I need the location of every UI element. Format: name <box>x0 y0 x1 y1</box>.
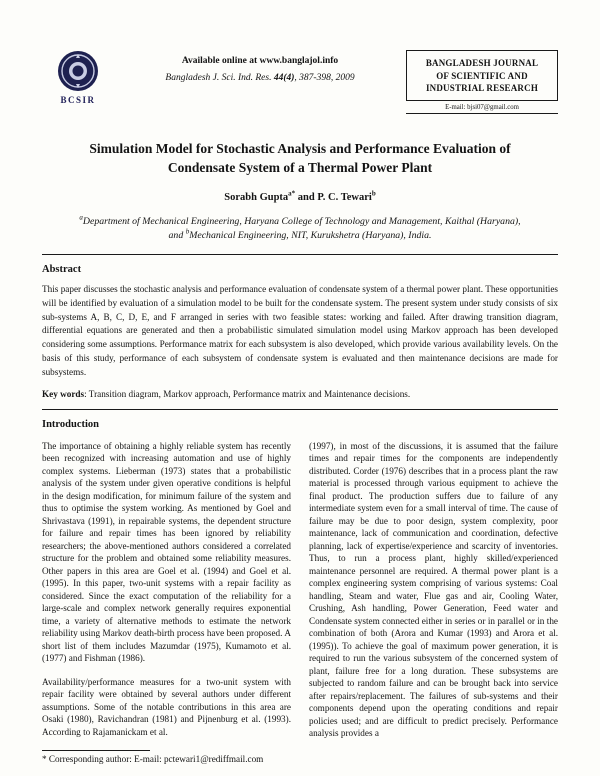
divider-top <box>42 254 558 255</box>
bcsir-logo <box>42 50 114 105</box>
author-2: P. C. Tewari <box>317 191 372 203</box>
page-title <box>42 140 558 178</box>
author-2-superscript: b <box>371 189 376 198</box>
journal-ref-volume: 44(4) <box>273 73 295 83</box>
journal-ref-post: , 387-398, 2009 <box>294 73 355 83</box>
left-column <box>42 440 291 740</box>
footnote <box>42 750 294 764</box>
footnote-text: * Corresponding author: E-mail: pctewari1@rediffmail.com <box>42 754 264 764</box>
journal-name-line1: BANGLADESH JOURNAL <box>425 58 539 68</box>
journal-name-block <box>406 50 558 114</box>
journal-name-box <box>406 50 558 101</box>
keywords-line <box>42 389 558 399</box>
title-line-1: Simulation Model for Stochastic Analysis and Performance Evaluation of <box>89 140 511 156</box>
journal-name-line2: OF SCIENTIFIC AND <box>436 70 528 81</box>
affiliation <box>42 215 558 244</box>
header-center <box>114 48 406 83</box>
right-column <box>309 440 558 740</box>
affiliation-text-1: Department of Mechanical Engineering, Haryana College of Technology and Management, Kaithal (Haryana), <box>82 215 521 227</box>
bcsir-seal-icon <box>57 50 99 92</box>
paragraph-right-1: (1997), in most of the discussions, it is assumed that the failure times and repair times for the components are independently distributed. Corder (1976) describes that in a process plant the raw material is processed through various equipment to achieve the final product. The production suffers due to failure of any intermediate system even for a small interval of time. The cause of failure may be due to poor design, system complexity, poor maintenance, lack of communication and coordination, defective planning, lack of expertise/experience and scarcity of inventories. Thus, to run a process plant, highly skilled/experienced maintenance personnel are required. A thermal power plant is a complex engineering system comprising of various systems: Coal handling, Steam and water, Flue gas and air, Cooling Water, Crushing, Ash handling, Power Generation, Feed water and Condensate system connected either in series or in parallel or in the combination of both (Arora and Kumar (1993) and Arora et al. (1995)). To achieve the goal of maximum power generation, it is required to run the various subsystem of the concerned system of plant, failure free for a long duration. These subsystems are subjected to random failure and can be brought back into service after repairs/replacement. The failures of sub-systems and their components depend upon the operating conditions and repair policies used; and are difficult to predict precisely. Performance analysis provides a <box>309 440 558 739</box>
affiliation-superscript-a: a <box>79 213 83 222</box>
abstract-heading: Abstract <box>42 263 82 275</box>
authors-line <box>42 189 558 203</box>
keywords-text: : Transition diagram, Markov approach, Performance matrix and Maintenance decisions. <box>84 388 411 399</box>
contact-email: E-mail: bjsi07@gmail.com <box>406 101 558 114</box>
introduction-heading: Introduction <box>42 418 99 430</box>
affiliation-line-1 <box>42 215 558 230</box>
author-1-superscript: a* <box>288 189 296 198</box>
journal-reference <box>114 73 406 83</box>
affiliation-line-2 <box>42 229 558 244</box>
keywords-label: Key words <box>42 388 85 399</box>
title-line-2: Condensate System of a Thermal Power Plant <box>167 159 433 175</box>
author-1: Sorabh Gupta <box>224 191 289 203</box>
bcsir-label: BCSIR <box>60 95 96 105</box>
body-columns <box>42 440 558 740</box>
journal-ref-pre: Bangladesh J. Sci. Ind. Res. <box>165 73 274 83</box>
affiliation-prefix: and <box>168 230 186 242</box>
paragraph-left-1: The importance of obtaining a highly reliable system has recently been recognized with increasing automation and use of highly complex systems. Lieberman (1973) states that a probabilistic analysis of the system under given operative conditions is helpful in the design modification, for minimum failure of the system and thus to optimise the system working. As mentioned by Goel and Shrivastava (1991), in repairable systems, the dependent structure for failure and repair times has been ignored by reliability researchers; the above-mentioned authors considered a correlated structure for the problem and obtained some reliability measures. Other papers in this area are Goel et al. (1994) and Goel et al. (1995). In this paper, two-unit systems with a repair facility as considered. Since the exact computation of the reliability for a large-scale and complex network generally requires exponential time, a variety of alternative methods to estimate the network reliability using Markov death-birth process have been proposed. A short list of them includes Mazumdar (1975), Kumamoto et al. (1977) and Fishman (1986). <box>42 440 291 664</box>
divider-abstract <box>42 409 558 410</box>
paragraph-left-2: Availability/performance measures for a two-unit system with repair facility were obtained by several authors under different assumptions. Some of the notable contributions in this area are Osaki (1980), Ravichandran (1981) and Pijnenburg et al. (1993). According to Rajamanickam et al. <box>42 676 291 737</box>
affiliation-text-2: Mechanical Engineering, NIT, Kurukshetra (Haryana), India. <box>189 230 432 242</box>
journal-name-line3: INDUSTRIAL RESEARCH <box>425 83 539 94</box>
footnote-divider <box>42 750 150 751</box>
affiliation-superscript-b: b <box>185 227 190 236</box>
authors-connector: and <box>295 191 318 203</box>
page-header <box>42 48 558 114</box>
abstract-text: This paper discusses the stochastic analysis and performance evaluation of condensate system of a thermal power plant. These opportunities will be identified by evaluation of a simulation model to be built for the condensate system. The present system under study consists of six sub-systems A, B, C, D, E, and F arranged in series with two feasible states: working and failed. After drawing transition diagram, differential equations are generated and then a probabilistic simulated simulation model using Markov approach has been developed considering some assumptions. Performance matrix for each subsystem is also developed, which provide various availability levels. On the basis of this study, performance of each subsystem of condensate system is evaluated and then maintenance decisions are made for subsystems. <box>42 283 558 377</box>
available-online-text: Available online at www.banglajol.info <box>181 56 339 66</box>
